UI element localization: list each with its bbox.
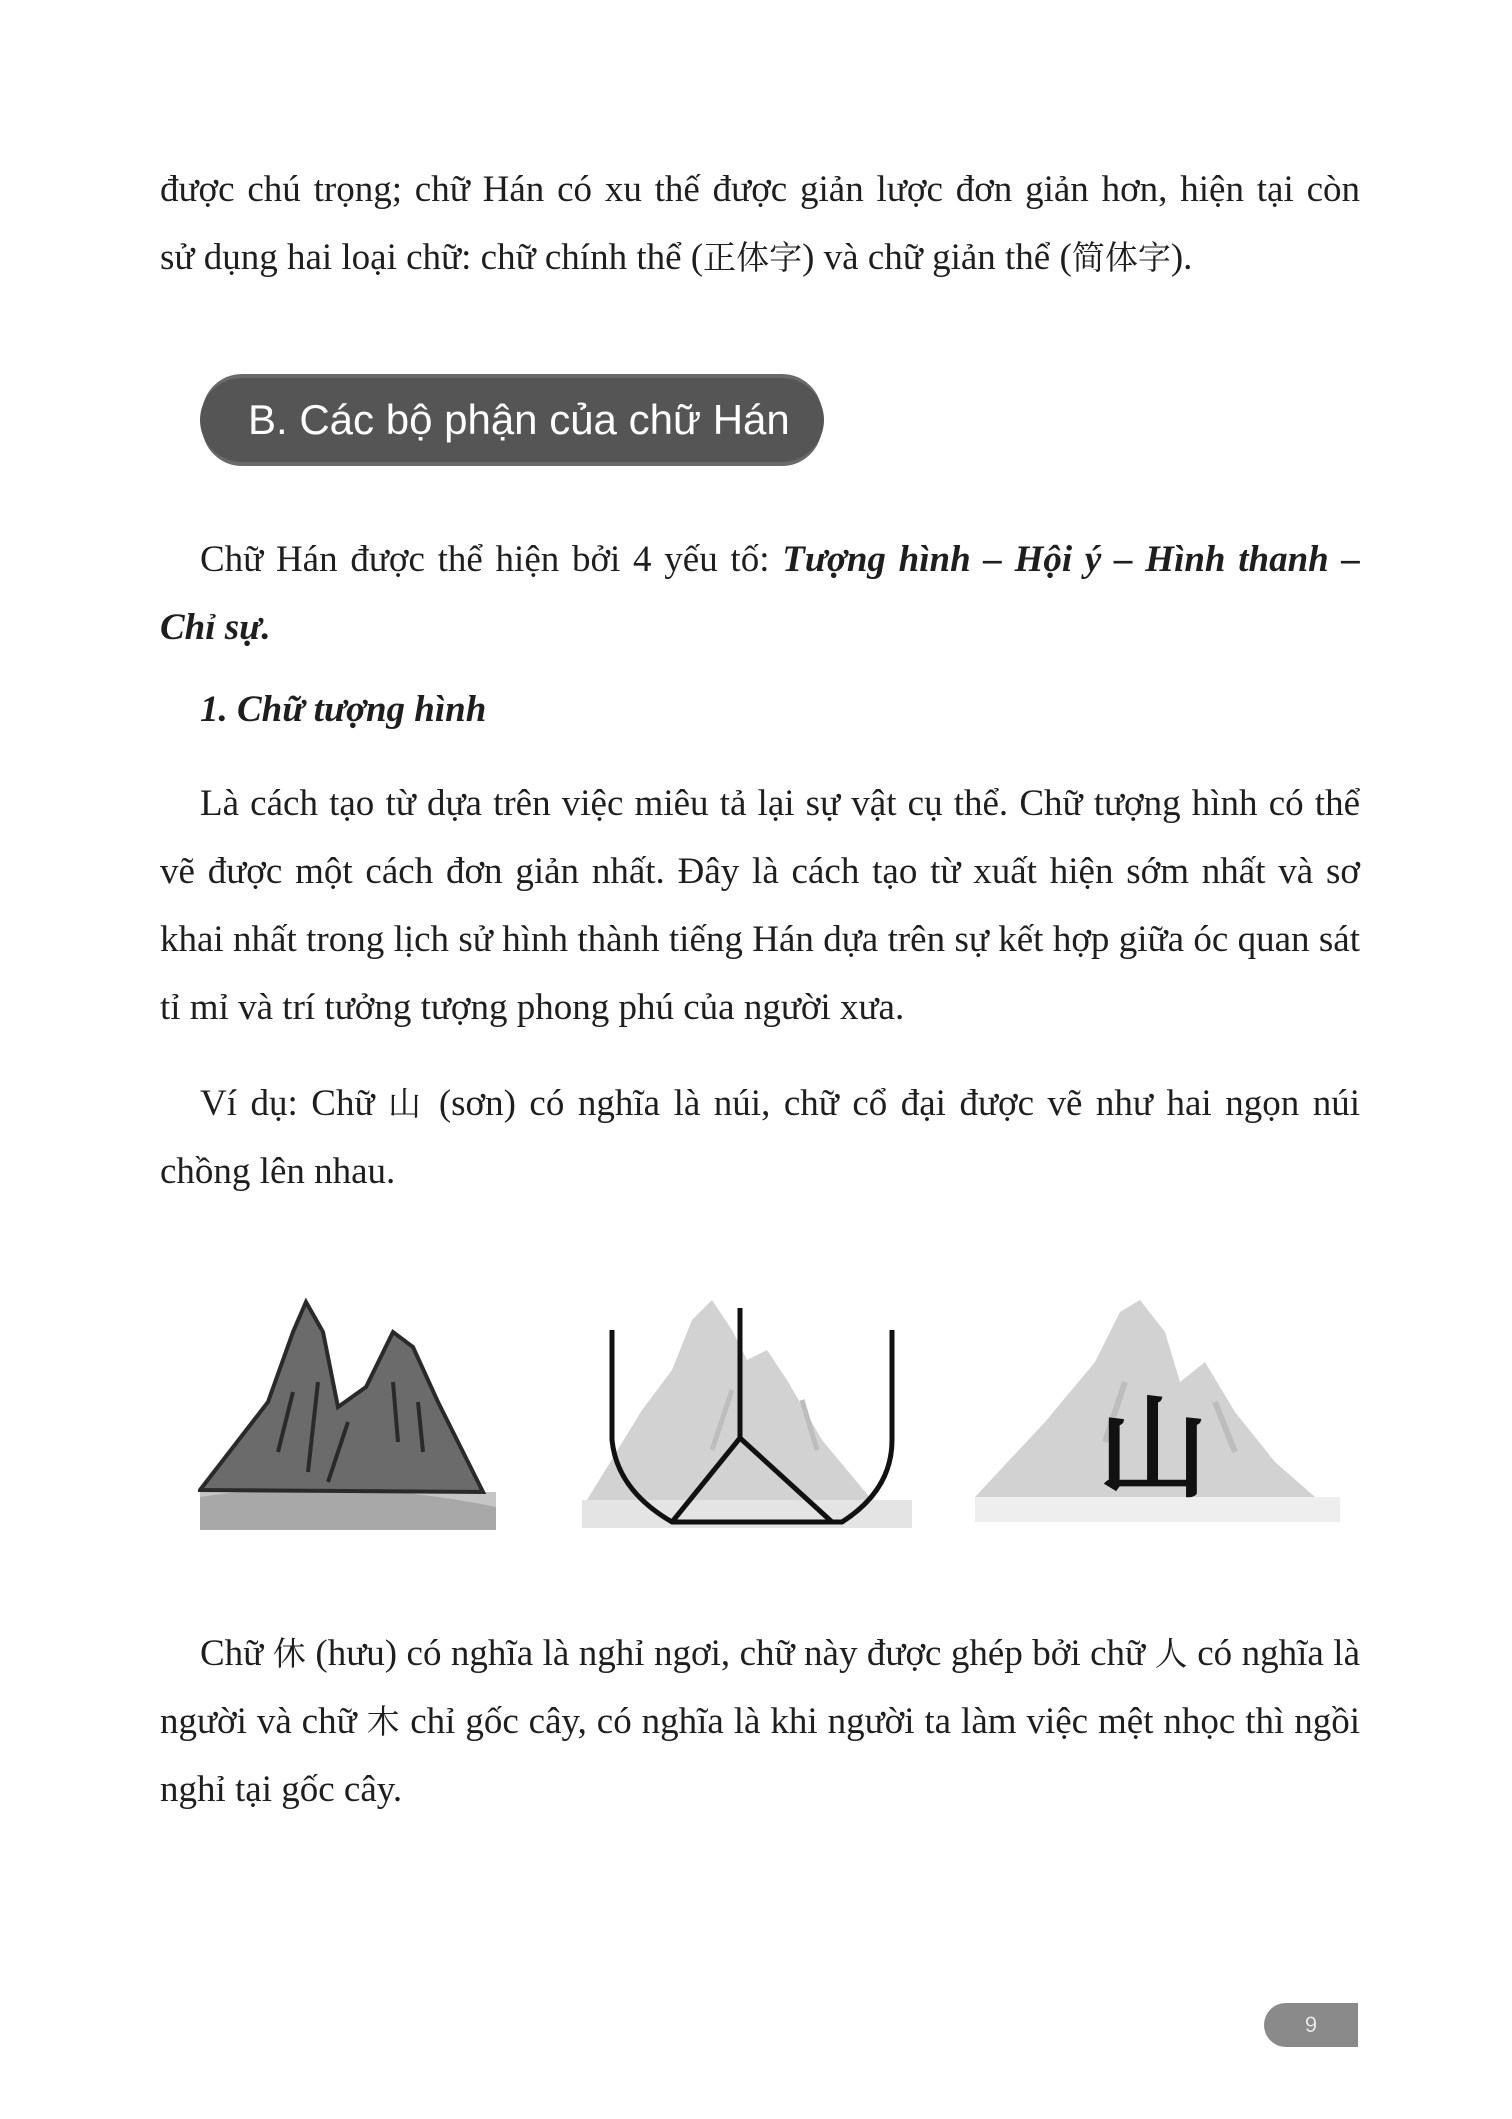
section-heading-pictograph: 1. Chữ tượng hình	[200, 689, 487, 730]
rest-example-paragraph: Chữ 休 (hưu) có nghĩa là nghỉ ngơi, chữ này được ghép bởi chữ 人 có nghĩa là người và chữ 木 chỉ gốc cây, có nghĩa là khi người ta làm việc mệt nhọc thì ngồi nghỉ tại gốc cây.	[160, 1633, 1361, 1810]
mountain-drawing-figure	[198, 1292, 498, 1532]
mountain-char: 山	[388, 1084, 426, 1123]
tree-char: 木	[366, 1702, 401, 1741]
traditional-chinese-term: 正体字	[703, 238, 803, 277]
rest-char: 休	[272, 1634, 306, 1673]
page-number: 9	[1264, 2003, 1358, 2047]
example-paragraph: Ví dụ: Chữ 山 (sơn) có nghĩa là núi, chữ cổ đại được vẽ như hai ngọn núi chồng lên nhau.	[160, 1083, 1360, 1192]
intro-line-2: sử dụng hai loại chữ: chữ chính thể (正体字) và chữ giản thể (简体字).	[160, 237, 1193, 278]
mountain-char-modern: 山	[1098, 1385, 1208, 1513]
modern-mountain-char-figure	[975, 1292, 1340, 1522]
pictograph-paragraph: Là cách tạo từ dựa trên việc miêu tả lại sự vật cụ thể. Chữ tượng hình có thể vẽ được một cách đơn giản nhất. Đây là cách tạo từ xuất hiện sớm nhất và sơ khai nhất trong lịch sử hình thành tiếng Hán dựa trên sự kết hợp giữa óc quan sát tỉ mỉ và trí tưởng tượng phong phú của người xưa.	[160, 783, 1360, 1028]
intro-line-1: được chú trọng; chữ Hán có xu thế được giản lược đơn giản hơn, hiện tại còn	[160, 169, 1360, 210]
person-char: 人	[1154, 1634, 1188, 1673]
simplified-chinese-term: 简体字	[1071, 238, 1171, 277]
section-banner	[200, 378, 824, 462]
four-elements: Tượng hình – Hội ý – Hình thanh – Chỉ sự.	[160, 539, 1360, 648]
ancient-mountain-char-figure	[582, 1290, 912, 1530]
section-title: B. Các bộ phận của chữ Hán	[248, 396, 790, 443]
components-paragraph: Chữ Hán được thể hiện bởi 4 yếu tố: Tượng hình – Hội ý – Hình thanh – Chỉ sự.	[160, 539, 1360, 648]
